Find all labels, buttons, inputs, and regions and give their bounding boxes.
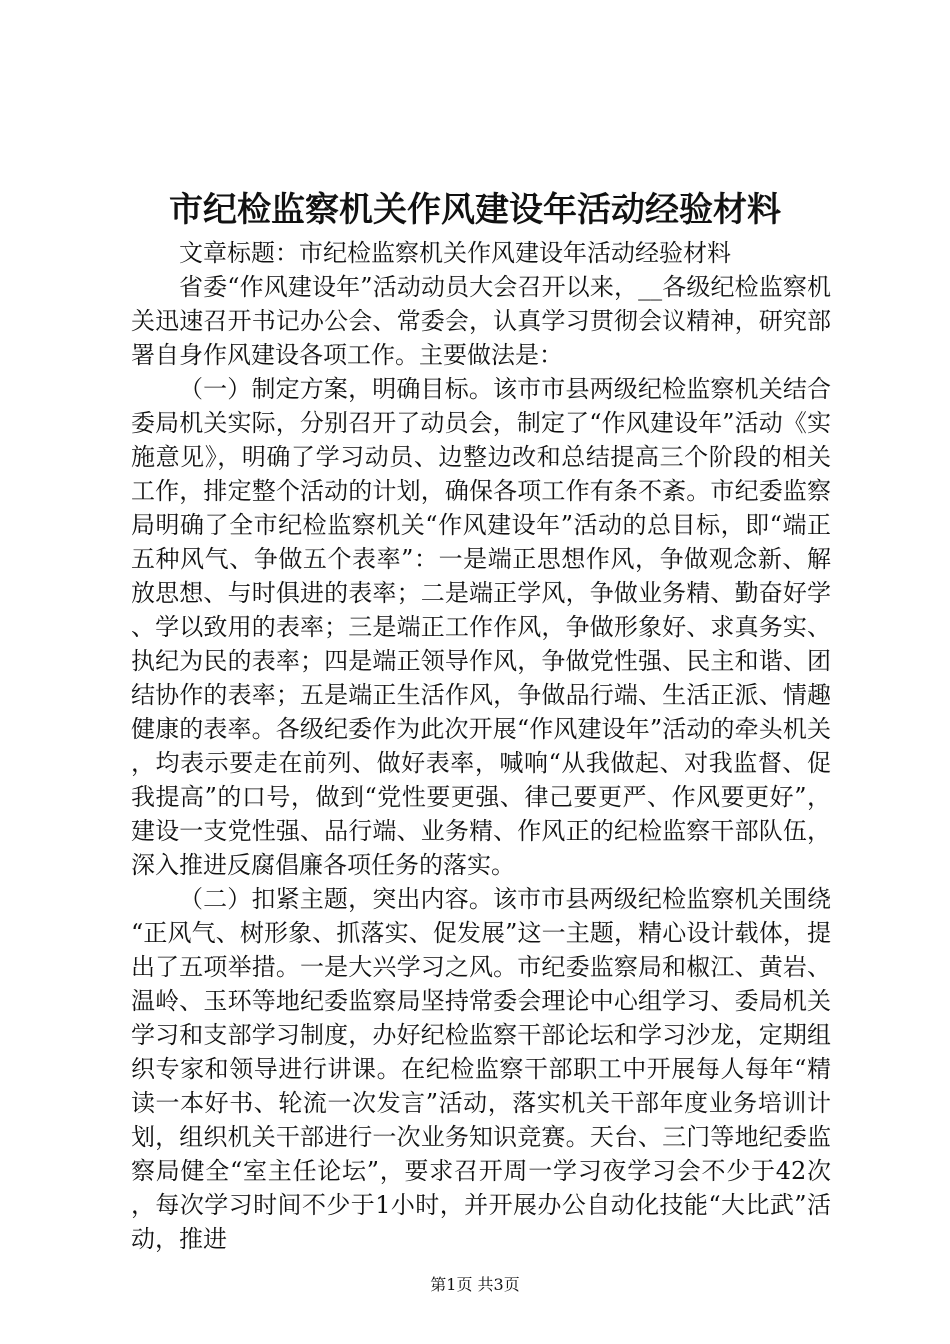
document-title: 市纪检监察机关作风建设年活动经验材料 [169,190,781,230]
document-body [131,236,831,1256]
article-title-line: 文章标题：市纪检监察机关作风建设年活动经验材料 [179,239,731,267]
paragraph-section-1: （一）制定方案，明确目标。该市市县两级纪检监察机关结合委局机关实际，分别召开了动员会，制定了“作风建设年”活动《实施意见》，明确了学习动员、边整边改和总结提高三个阶段的相关工作，排定整个活动的计划，确保各项工作有条不紊。市纪委监察局明确了全市纪检监察机关“作风建设年”活动的总目标，即“端正五种风气、争做五个表率”：一是端正思想作风，争做观念新、解放思想、与时俱进的表率；二是端正学风，争做业务精、勤奋好学、学以致用的表率；三是端正工作作风，争做形象好、求真务实、执纪为民的表率；四是端正领导作风，争做党性强、民主和谐、团结协作的表率；五是端正生活作风，争做品行端、生活正派、情趣健康的表率。各级纪委作为此次开展“作风建设年”活动的牵头机关，均表示要走在前列、做好表率，喊响“从我做起、对我监督、促我提高”的口号，做到“党性要更强、律己要更严、作风要更好”，建设一支党性强、品行端、业务精、作风正的纪检监察干部队伍，深入推进反腐倡廉各项任务的落实。 [131,375,831,879]
page-footer: 第1页 共3页 [430,1275,520,1294]
paragraph-intro: 省委“作风建设年”活动动员大会召开以来，__各级纪检监察机关迅速召开书记办公会、常委会，认真学习贯彻会议精神，研究部署自身作风建设各项工作。主要做法是： [131,273,831,369]
paragraph-section-2: （二）扣紧主题，突出内容。该市市县两级纪检监察机关围绕“正风气、树形象、抓落实、促发展”这一主题，精心设计载体，提出了五项举措。一是大兴学习之风。市纪委监察局和椒江、黄岩、温岭、玉环等地纪委监察局坚持常委会理论中心组学习、委局机关学习和支部学习制度，办好纪检监察干部论坛和学习沙龙，定期组织专家和领导进行讲课。在纪检监察干部职工中开展每人每年“精读一本好书、轮流一次发言”活动，落实机关干部年度业务培训计划，组织机关干部进行一次业务知识竞赛。天台、三门等地纪委监察局健全“室主任论坛”，要求召开周一学习夜学习会不少于42次，每次学习时间不少于1小时，并开展办公自动化技能“大比武”活动，推进 [131,885,831,1253]
